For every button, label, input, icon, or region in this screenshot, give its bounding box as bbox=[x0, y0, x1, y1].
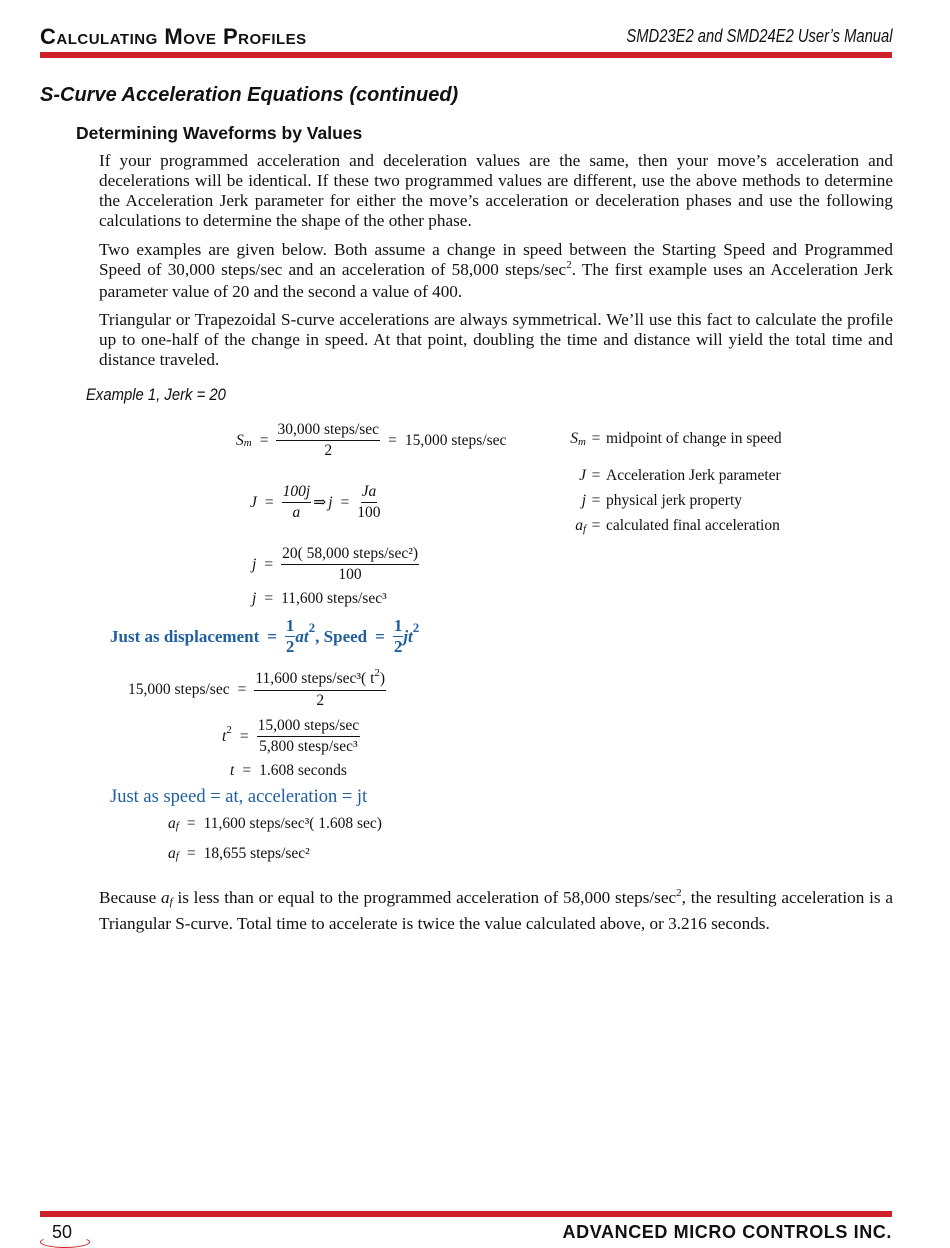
running-header-title: Calculating Move Profiles bbox=[40, 24, 307, 49]
paragraph-1: If your programmed acceleration and deceleration values are the same, then your move’s acceleration and decelerations will be identical. If these two programmed values are different, use the above methods to determine the Acceleration Jerk parameter for either the move’s acceleration or deceleration phases and use the following calculations to determine the shape of the other phase. bbox=[99, 151, 893, 230]
definition-row: J = Acceleration Jerk parameter bbox=[579, 467, 781, 484]
example-label: Example 1, Jerk = 20 bbox=[86, 386, 226, 404]
paragraph-conclusion: Because $a_f$ is less than or equal to the programmed acceleration of 58,000 steps/$\sec^2$, the resulting acceleration is a Triangular S-curve. Total time to accelerate is twice the value calculated above, or 3.216 seconds. bbox=[99, 887, 893, 933]
note-speed-acceleration: Just as speed = at, acceleration = jt bbox=[110, 787, 368, 807]
page-number: 50 bbox=[52, 1222, 73, 1242]
header-rule bbox=[40, 52, 892, 58]
equation-time-result: t = 1.608 seconds bbox=[230, 762, 347, 779]
definition-list bbox=[566, 427, 782, 538]
equation-final-acceleration: a $_f$ = 11,600 steps/sec³( 1.608 sec) bbox=[168, 815, 382, 832]
footer-company-name: ADVANCED MICRO CONTROLS INC. bbox=[562, 1222, 892, 1242]
equation-final-acceleration-result: a $_f$ = 18,655 steps/sec² bbox=[168, 845, 310, 862]
equation-speed-time: 15,000 steps/sec = $\frac{11,600 steps/\sec^3( t^2)}{2}$ bbox=[128, 667, 386, 709]
equation-time-squared: t $^2$ = $\frac{\text{15,000 steps/sec}}{\text{5,800 stesp/sec³}}$ bbox=[222, 717, 360, 755]
running-header-manual-name: SMD23E2 and SMD24E2 User’s Manual bbox=[625, 26, 892, 46]
subsection-title: Determining Waveforms by Values bbox=[76, 123, 363, 143]
definition-row: $a_f$ = calculated final acceleration bbox=[575, 516, 780, 535]
equation-physical-jerk-result: j = 11,600 steps/sec³ bbox=[252, 590, 387, 607]
equation-physical-jerk: j = $\frac{\text{20( 58,000 steps/sec²)}}{100}$ bbox=[252, 545, 419, 583]
paragraph-2: Two examples are given below. Both assume a change in speed between the Starting Speed and Programmed Speed of 30,000 steps/sec and an acceleration of 58,000 steps/$\sec^2$. The first example uses an Acceleration Jerk parameter value of 20 and the second a value of 400. bbox=[99, 240, 893, 301]
note-displacement-speed: Just as displacement = $\frac{1}{2}$ at $^2$ , Speed = $\frac{1}{2}$ jt $^2$ bbox=[110, 616, 420, 656]
paragraph-3: Triangular or Trapezoidal S-curve accelerations are always symmetrical. We’ll use this fact to calculate the profile up to one-half of the change in speed. At that point, doubling the time and distance will yield the total time and distance traveled. bbox=[99, 310, 893, 369]
definition-row: $S_m$ = midpoint of change in speed bbox=[570, 430, 782, 448]
section-title: S-Curve Acceleration Equations (continued) bbox=[40, 84, 459, 106]
equation-jerk-parameter: J = $\frac{100j}{a}$ ⇒ j = $\frac{Ja}{100}$ bbox=[250, 483, 381, 521]
definition-row: j = physical jerk property bbox=[581, 491, 743, 509]
page-number-swoosh bbox=[40, 1236, 90, 1248]
footer-rule bbox=[40, 1211, 892, 1217]
equation-midpoint-speed: S $_m$ = $\frac{\text{30,000 steps/sec}}{2}$ = 15,000 steps/sec bbox=[236, 421, 507, 459]
